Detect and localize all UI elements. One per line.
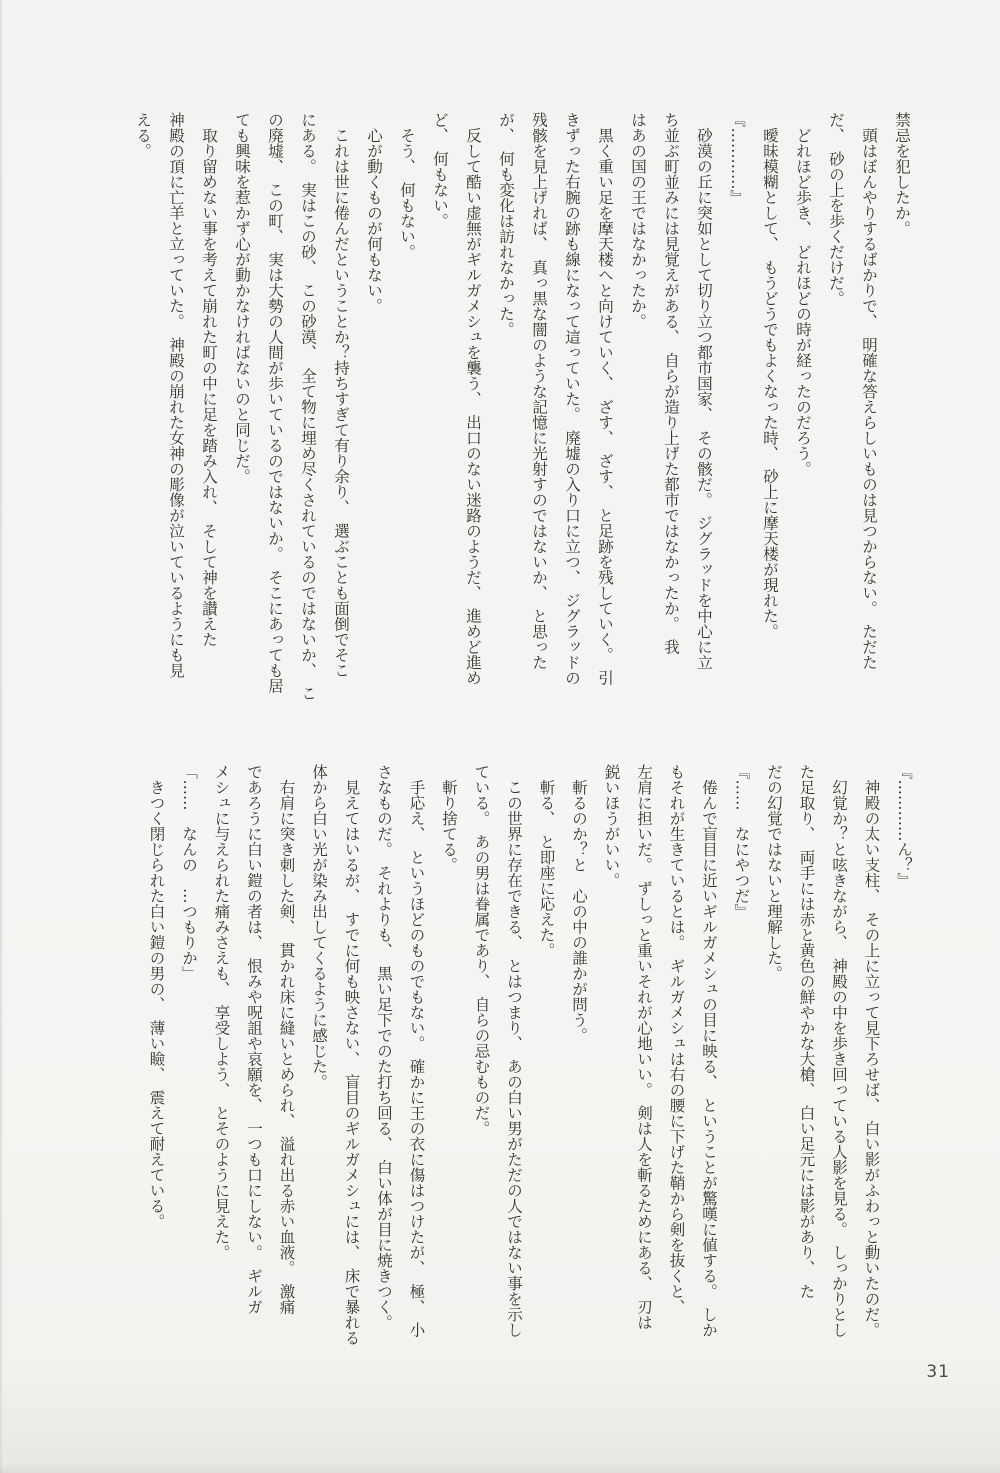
text-column: が、 何も変化は訪れなかった。 xyxy=(497,112,515,337)
text-column: 鋭いほうがいい。 xyxy=(602,764,621,888)
text-column: 右肩に突き刺した剣、 貫かれ床に縫いとめられ、 溢れ出る赤い血液。 激痛 xyxy=(277,764,296,1315)
text-column: これは世に倦んだということか？持ちすぎて有り余り、 選ぶことも面倒でそこ xyxy=(332,112,350,678)
text-column: さなものだ。 それよりも、 黒い足下でのた打ち回る、 白い体が目に焼きつく。 xyxy=(375,764,393,1330)
page-number: 31 xyxy=(926,1362,950,1382)
text-column: 「…… なんの …つもりか」 xyxy=(180,764,198,981)
text-column: メシュに与えられた痛みさえも、 享受しよう、 とそのように見えた。 xyxy=(212,764,231,1260)
scan-shadow-artifact xyxy=(0,1463,1000,1473)
text-column: 体から白い光が染み出してくるように感じた。 xyxy=(310,764,328,1090)
text-column: だ、 砂の上を歩くだけだ。 xyxy=(827,112,845,306)
text-column: ている。 あの男は眷属であり、 自らの忌むものだ。 xyxy=(472,764,491,1136)
text-column: 頭はぼんやりするばかりで、 明確な答えらしいものは見つからない。 ただた xyxy=(860,112,878,670)
text-column: だの幻覚ではないと理解した。 xyxy=(765,764,783,981)
text-column: 左肩に担いだ。 ずしっと重いそれが心地いい。 剣は人を斬るためにある、 刃は xyxy=(635,764,653,1330)
text-column: にある。 実はこの砂、 この砂漠、 全て物に埋め尽くされているのではないか、 こ xyxy=(299,112,317,701)
text-column: 見えてはいるが、 すでに何も映さない、 盲目のギルガメシュには、 床で暴れる xyxy=(342,764,361,1346)
text-block-bottom xyxy=(140,764,920,1366)
text-column: 取り留めない事を考えて崩れた町の中に足を踏み入れ、 そして神を讃えた xyxy=(200,112,218,647)
text-column: た足取り、 両手には赤と黄色の鮮やかな大槍、 白い足元には影があり、 た xyxy=(797,764,816,1299)
text-column: であろうに白い鎧の者は、 恨みや呪詛や哀願を、 一つも口にしない。 ギルガ xyxy=(245,764,263,1315)
text-column: 禁忌を犯したか。 xyxy=(893,112,911,236)
text-column: 心が動くものが何もない。 xyxy=(365,112,383,314)
text-column: 幻覚か？と呟きながら、 神殿の中を歩き回っている人影を見る。 しっかりとし xyxy=(830,764,848,1338)
text-column: 黒く重い足を摩天楼へと向けていく、 ざす、 ざす、 と足跡を残していく。 引 xyxy=(596,112,614,686)
text-column: ど、 何もない。 xyxy=(431,112,449,229)
text-block-top xyxy=(126,112,918,760)
text-column: 斬る、 と即座に応えた。 xyxy=(537,764,556,958)
text-column: 倦んで盲目に近いギルガメシュの目に映る、 ということが驚嘆に値する。 しか xyxy=(700,764,718,1338)
text-column: ても興味を惹かず心が動かなければないのと同じだ。 xyxy=(233,112,251,484)
text-column: ち並ぶ町並みには見覚えがある、 自らが造り上げた都市ではなかったか。 我 xyxy=(662,112,680,655)
text-column: 曖昧模糊として、 もうどうでもよくなった時、 砂上に摩天楼が現れた。 xyxy=(761,112,779,639)
text-column: 神殿の頂に亡羊と立っていた。 神殿の崩れた女神の彫像が泣いているようにも見 xyxy=(167,112,185,678)
text-column: もそれが生きているとは。 ギルガメシュは右の腰に下げた鞘から剣を抜くと、 xyxy=(667,764,686,1315)
text-column: 斬るのか？と 心の中の誰かが問う。 xyxy=(570,764,588,1043)
text-column: 砂漠の丘に突如として切り立つ都市国家、 その骸だ。 ジグラッドを中心に立 xyxy=(695,112,713,670)
text-column: える。 xyxy=(134,112,152,159)
text-column: そう、 何もない。 xyxy=(398,112,416,260)
text-column: 『…… なにやつだ』 xyxy=(732,764,751,919)
text-column: 斬り捨てる。 xyxy=(440,764,458,873)
text-column: 残骸を見上げれば、 真っ黒な闇のような記憶に光射すのではないか、 と思った xyxy=(530,112,548,670)
scan-edge-artifact xyxy=(0,0,3,1473)
text-column: 『…………ん？』 xyxy=(895,764,913,888)
text-column: この世界に存在できる、 とはつまり、 あの白い男がただの人ではない事を示し xyxy=(505,764,523,1338)
text-column: きつく閉じられた白い鎧の男の、 薄い瞼、 震えて耐えている。 xyxy=(147,764,166,1229)
text-column: はあの国の王ではなかったか。 xyxy=(629,112,647,329)
text-column: 『…………』 xyxy=(728,112,746,205)
text-column: どれほど歩き、 どれほどの時が経ったのだろう。 xyxy=(794,112,812,477)
text-column: の廃墟、 この町、 実は大勢の人間が歩いているのではないか。 そこにあっても居 xyxy=(266,112,284,694)
text-column: 手応え、 というほどのものでもない。 確かに王の衣に傷はつけたが、 極、 小 xyxy=(407,764,426,1338)
text-column: 反して酷い虚無がギルガメシュを襲う、 出口のない迷路のようだ、 進めど進め xyxy=(464,112,482,686)
text-column: きずった右腕の跡も線になって這っていた。 廃墟の入り口に立つ、 ジグラッドの xyxy=(563,112,581,686)
text-column: 神殿の太い支柱、 その上に立って見下ろせば、 白い影がふわっと動いたのだ。 xyxy=(862,764,881,1338)
